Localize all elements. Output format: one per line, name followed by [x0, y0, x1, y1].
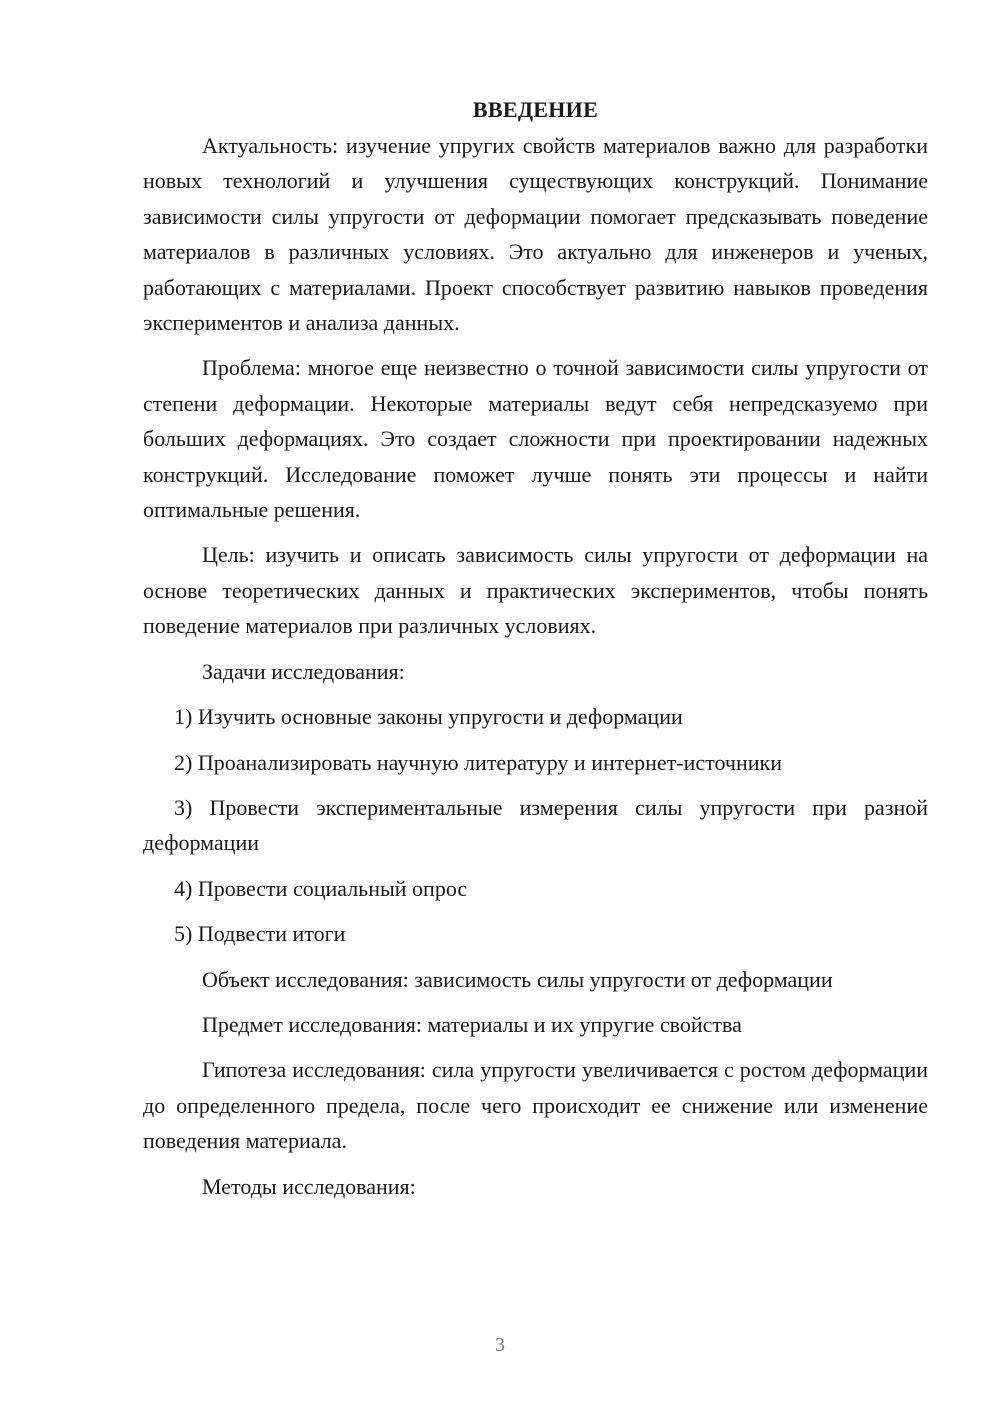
document-page [143, 92, 928, 1214]
task-item-2: 2) Проанализировать научную литературу и интернет-источники [174, 749, 782, 775]
subject-paragraph: Предмет исследования: материалы и их упругие свойства [202, 1011, 742, 1037]
relevance-paragraph: Актуальность: изучение упругих свойств материалов важно для разработки новых технологий и улучшения существующих конструкций. Понимание зависимости силы упругости от деформации помогает предсказывать поведение материалов в различных условиях. Это актуально для инженеров и ученых, работающих с материалами. Проект способствует развитию навыков проведения экспериментов и анализа данных. [143, 133, 928, 336]
task-item-3: 3) Провести экспериментальные измерения силы упругости при разной деформации [143, 794, 928, 856]
hypothesis-paragraph: Гипотеза исследования: сила упругости увеличивается с ростом деформации до определенного предела, после чего происходит ее снижение или изменение поведения материала. [143, 1057, 928, 1154]
task-item-5: 5) Подвести итоги [174, 921, 346, 947]
goal-paragraph: Цель: изучить и описать зависимость силы упругости от деформации на основе теоретических данных и практических экспериментов, чтобы понять поведение материалов при различных условиях. [143, 542, 928, 639]
section-heading: ВВЕДЕНИЕ [472, 97, 599, 122]
task-item-4: 4) Провести социальный опрос [174, 875, 468, 901]
problem-paragraph: Проблема: многое еще неизвестно о точной зависимости силы упругости от степени деформации. Некоторые материалы ведут себя непредсказуемо при больших деформациях. Это создает сложности при проектировании надежных конструкций. Исследование поможет лучше понять эти процессы и найти оптимальные решения. [143, 355, 928, 523]
tasks-title: Задачи исследования: [202, 658, 405, 684]
task-item-1: 1) Изучить основные законы упругости и деформации [174, 704, 683, 730]
page-number: 3 [495, 1334, 505, 1356]
object-paragraph: Объект исследования: зависимость силы упругости от деформации [202, 966, 833, 992]
methods-title: Методы исследования: [202, 1173, 416, 1199]
